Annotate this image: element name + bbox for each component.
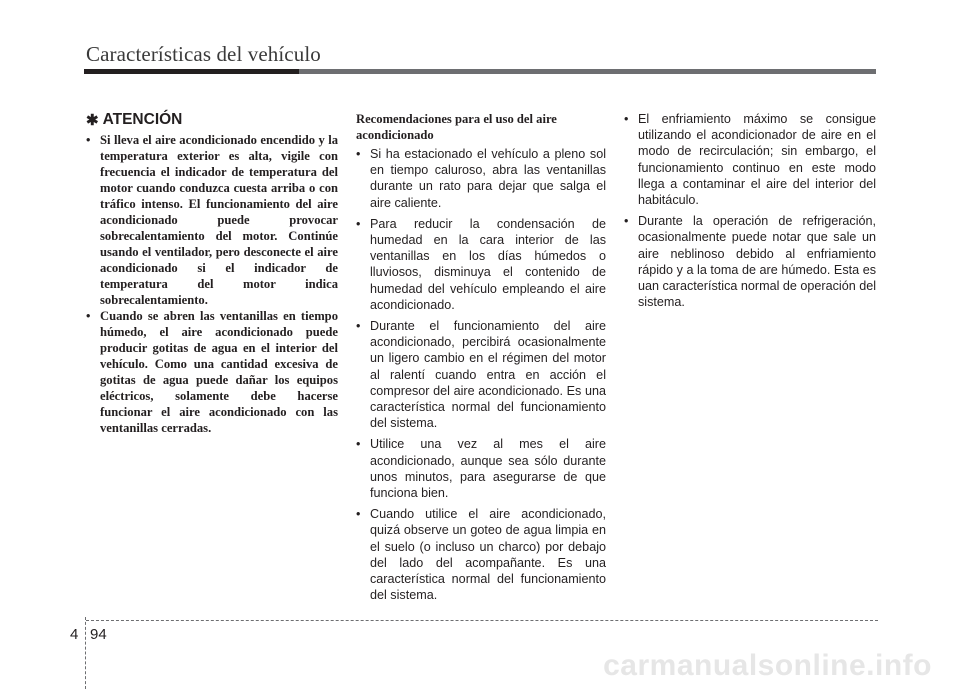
warning-heading-label: ATENCIÓN (102, 111, 183, 128)
recommendation-item: • Durante la operación de refrigeración, ocasionalmente puede notar que sale un aire neblinoso debido al enfriamiento rápido y a la toma de are húmedo. Esta es uan característica normal de operación del sistema. (624, 214, 877, 310)
recommendation-item: • El enfriamiento máximo se consigue utilizando el acondicionador de aire en el modo de recirculación; sin embargo, el funcionamiento continuo en este modo llega a contaminar el aire del interior del habitáculo. (624, 112, 876, 208)
recommendations-heading: Recomendaciones para el uso del aire acondicionado (356, 112, 557, 142)
warning-heading (86, 111, 338, 129)
recommendation-item: • Para reducir la condensación de humedad en la cara interior de las ventanillas en los días húmedos o lluviosos, disminuya el contenido de humedad del vehículo empleando el aire acondicionado. (356, 216, 606, 312)
warning-item: • Cuando se abren las ventanillas en tiempo húmedo, el aire acondicionado puede producir gotitas de agua en el interior del vehículo. Como una cantidad excesiva de gotitas de agua puede dañar los equipos eléctricos, solamente debe hacerse funcionar el aire acondicionado con las ventanillas cerradas. (86, 309, 338, 435)
recommendations-column (356, 111, 606, 608)
chapter-number: 4 (70, 626, 79, 643)
footer-vertical-rule (85, 617, 86, 689)
recommendation-item: • Si ha estacionado el vehículo a pleno sol en tiempo caluroso, abra las ventanillas durante un rato para dejar que salga el aire caliente. (356, 147, 606, 210)
recommendation-item: • Durante el funcionamiento del aire acondicionado, percibirá ocasionalmente un ligero cambio en el régimen del motor al ralentí cuando entra en acción el compresor del aire acondicionado. Es una característica normal del funcionamiento del sistema. (356, 319, 606, 431)
page-header-title: Características del vehículo (86, 42, 321, 66)
footer-horizontal-rule (86, 620, 878, 621)
recommendations-continued-column (624, 111, 876, 315)
recommendation-item: • Cuando utilice el aire acondicionado, quizá observe un goteo de agua limpia en el suelo (o incluso un charco) por debajo del lado del acompañante. Es una característica normal del funcionamiento del sistema. (356, 507, 606, 603)
star-cross-icon: ✱ (86, 112, 99, 129)
warning-column (86, 111, 338, 436)
warning-list (86, 132, 338, 436)
page-number: 94 (90, 626, 107, 643)
watermark: carmanualsonline.info (603, 649, 932, 682)
recommendations-list-continued (624, 111, 876, 310)
recommendations-list (356, 146, 606, 603)
recommendation-item: • Utilice una vez al mes el aire acondicionado, aunque sea sólo durante unos minutos, para asegurarse de que funciona bien. (356, 437, 606, 501)
header-rule (84, 69, 876, 74)
warning-item: • Si lleva el aire acondicionado encendido y la temperatura exterior es alta, vigile con frecuencia el indicador de temperatura del motor cuando conduzca cuesta arriba o con tráfico intenso. El funcionamiento del aire acondicionado puede provocar sobrecalentamiento del motor. Continúe usando el ventilador, pero desconecte el aire acondicionado si el indicador de temperatura del motor indica sobrecalentamiento. (86, 133, 338, 307)
